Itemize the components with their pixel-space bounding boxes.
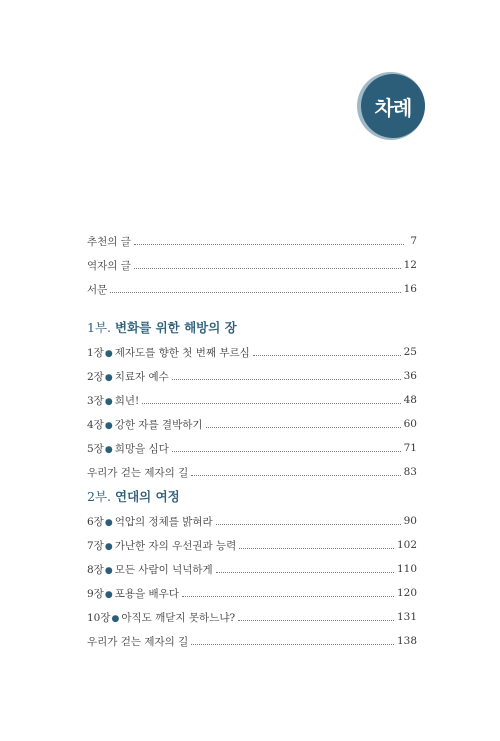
toc-row-chapter[interactable]: 3장● 희년! 48 — [87, 394, 417, 407]
part1-section — [87, 314, 417, 484]
bullet-icon: ● — [104, 541, 113, 552]
bullet-icon: ● — [111, 613, 120, 624]
toc-row-chapter[interactable]: 7장● 가난한 자의 우선권과 능력 102 — [87, 539, 417, 552]
bullet-icon: ● — [104, 372, 113, 383]
part2-title: 2부. 연대의 여정 — [87, 489, 180, 504]
bullet-icon: ● — [104, 420, 113, 431]
toc-row-chapter[interactable]: 10장● 아직도 깨닫지 못하느냐? 131 — [87, 611, 417, 624]
bullet-icon: ● — [104, 444, 113, 455]
bullet-icon: ● — [104, 517, 113, 528]
toc-row-foreword[interactable]: 추천의 글 7 — [87, 235, 417, 248]
toc-row-chapter[interactable]: 6장● 억압의 정체를 밝혀라 90 — [87, 515, 417, 528]
toc-row-chapter[interactable]: 5장● 희망을 심다 71 — [87, 442, 417, 455]
bullet-icon: ● — [104, 348, 113, 359]
bullet-icon: ● — [104, 589, 113, 600]
toc-row-chapter[interactable]: 4장● 강한 자를 결박하기 60 — [87, 418, 417, 431]
toc-row-part2-closing[interactable]: 우리가 걷는 제자의 길 138 — [87, 635, 417, 648]
toc-row-chapter[interactable]: 9장● 포용을 배우다 120 — [87, 587, 417, 600]
part1-title: 1부. 변화를 위한 해방의 장 — [87, 320, 237, 335]
part2-section — [87, 483, 417, 653]
toc-row-chapter[interactable]: 2장● 치료자 예수 36 — [87, 370, 417, 383]
toc-badge-label: 차례 — [374, 95, 412, 120]
toc-row-chapter[interactable]: 8장● 모든 사람이 넉넉하게 110 — [87, 563, 417, 576]
toc-row-chapter[interactable]: 1장● 제자도를 향한 첫 번째 부르심 25 — [87, 346, 417, 359]
toc-row-preface[interactable]: 서문 16 — [87, 283, 417, 296]
bullet-icon: ● — [104, 396, 113, 407]
toc-badge — [361, 74, 425, 138]
toc-row-translator-note[interactable]: 역자의 글 12 — [87, 259, 417, 272]
toc-row-part1-closing[interactable]: 우리가 걷는 제자의 길 83 — [87, 466, 417, 479]
bullet-icon: ● — [104, 565, 113, 576]
front-matter-list — [87, 229, 417, 301]
